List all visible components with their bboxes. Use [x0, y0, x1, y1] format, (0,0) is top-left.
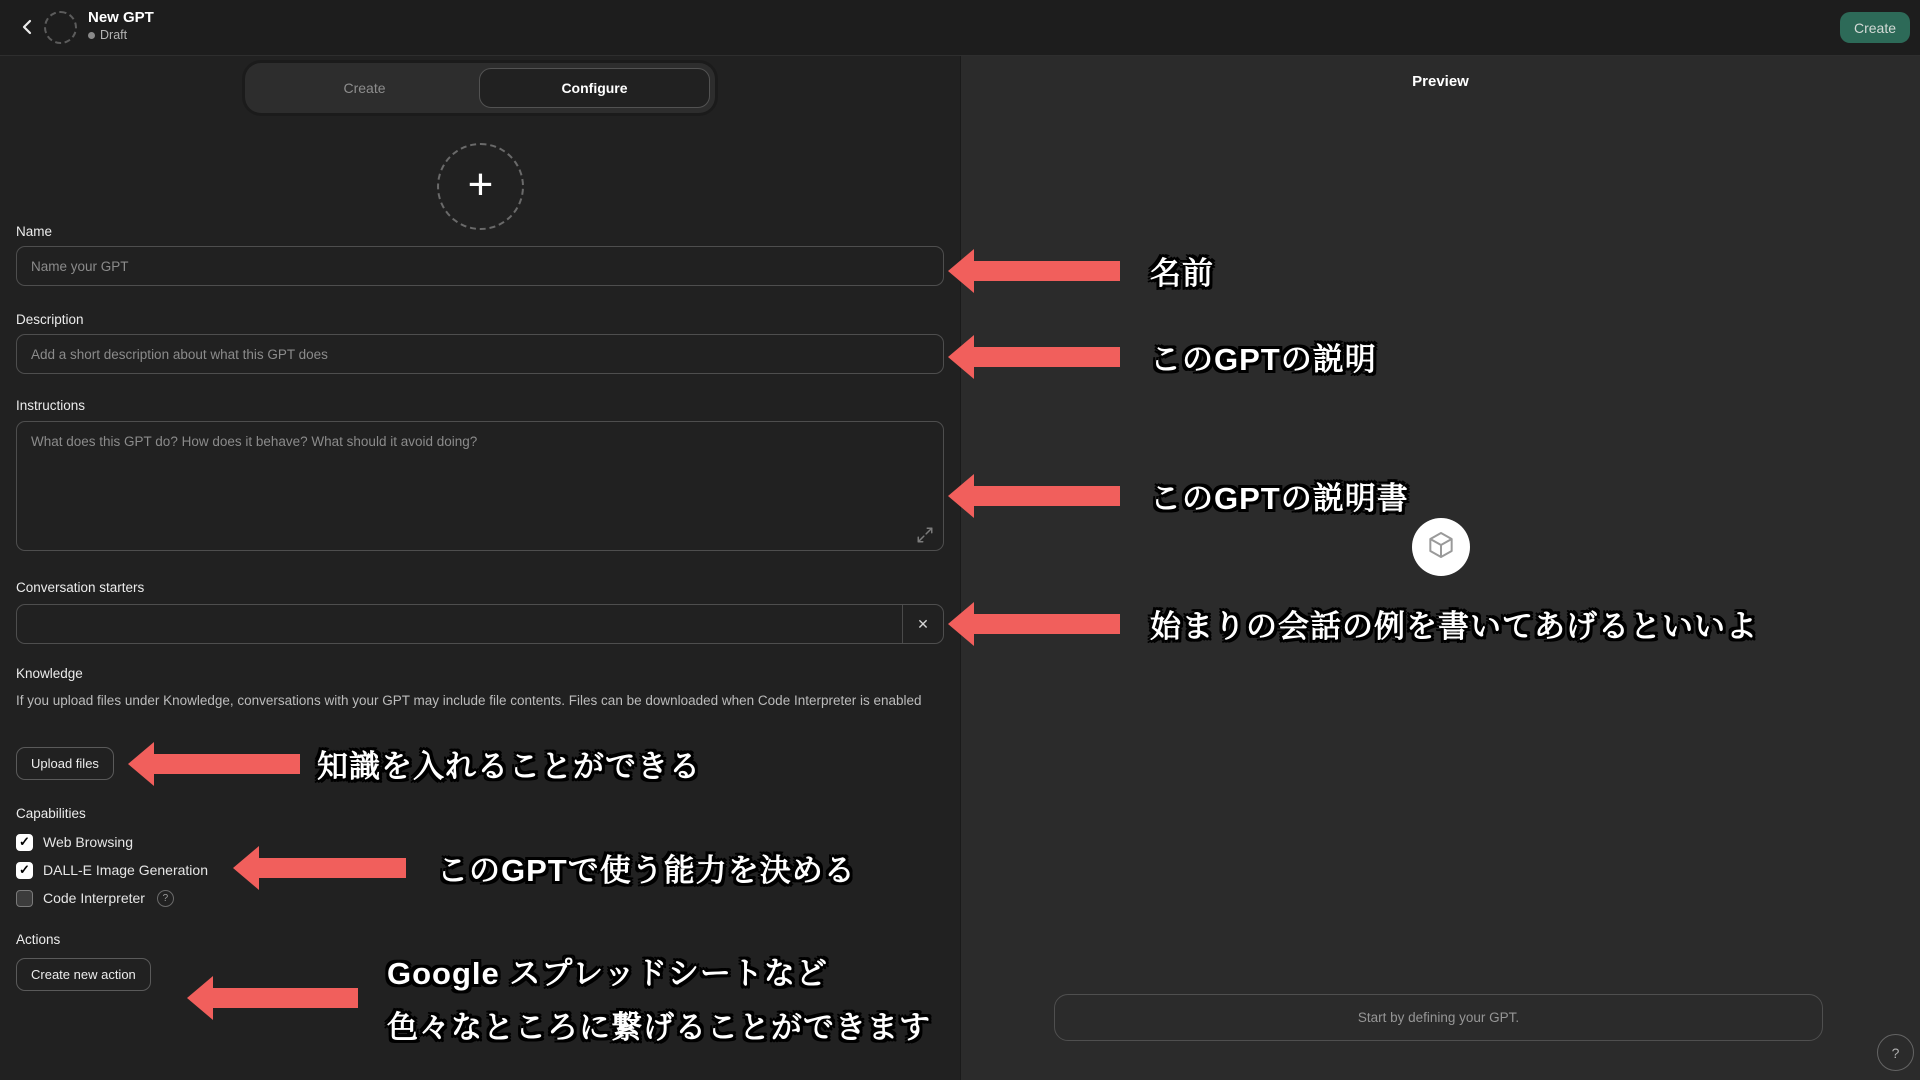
expand-icon[interactable]	[916, 526, 934, 544]
tab-configure[interactable]: Configure	[479, 68, 710, 108]
annotation-text: このGPTの説明	[1150, 342, 1377, 377]
annotation-text: Google スプレッドシートなど	[387, 956, 828, 991]
tab-create[interactable]: Create	[343, 80, 386, 96]
topbar	[0, 0, 1920, 56]
gpt-title-block	[88, 8, 154, 42]
conversation-starter-row	[16, 604, 944, 644]
draft-status	[88, 28, 154, 42]
status-label: Draft	[100, 28, 128, 42]
capabilities-label: Capabilities	[16, 806, 86, 821]
upload-files-button[interactable]: Upload files	[16, 747, 114, 780]
gpt-cube-badge	[1412, 518, 1470, 576]
actions-label: Actions	[16, 932, 61, 947]
close-icon: ✕	[917, 615, 929, 632]
name-label: Name	[16, 224, 53, 239]
conversation-starter-input[interactable]	[17, 605, 902, 643]
status-dot-icon	[88, 32, 95, 39]
preview-panel	[960, 56, 1920, 1080]
help-button[interactable]	[1877, 1034, 1914, 1071]
create-new-action-button[interactable]: Create new action	[16, 958, 151, 991]
help-icon[interactable]: ?	[157, 890, 174, 907]
capability-code-interpreter[interactable]	[16, 886, 174, 910]
capability-web-browsing[interactable]	[16, 830, 133, 854]
annotation-text: 名前	[1150, 256, 1214, 291]
description-label: Description	[16, 312, 84, 327]
capability-label: DALL-E Image Generation	[43, 862, 208, 878]
checkbox-code-interpreter[interactable]	[16, 890, 33, 907]
capability-label: Web Browsing	[43, 834, 134, 850]
annotation-text: 色々なところに繋げることができます	[387, 1010, 931, 1045]
capability-label: Code Interpreter	[43, 890, 145, 906]
instructions-label: Instructions	[16, 398, 86, 413]
gpt-avatar-placeholder[interactable]	[44, 11, 77, 44]
preview-title: Preview	[1412, 73, 1469, 90]
conversation-starters-label: Conversation starters	[16, 580, 145, 595]
checkbox-web-browsing[interactable]: ✓	[16, 834, 33, 851]
back-button[interactable]	[14, 14, 42, 42]
annotation-text: このGPTで使う能力を決める	[437, 853, 856, 888]
gpt-title: New GPT	[88, 9, 154, 26]
chevron-left-icon	[19, 18, 37, 39]
avatar-upload-button[interactable]	[437, 143, 524, 230]
knowledge-description: If you upload files under Knowledge, conversations with your GPT may include file contents. Files can be downloaded when Code Interpreter is enabled	[16, 693, 922, 708]
cube-icon	[1425, 529, 1457, 566]
editor-tabs	[245, 63, 715, 113]
annotation-text: 始まりの会話の例を書いてあげるといいよ	[1150, 609, 1758, 644]
create-gpt-button[interactable]: Create	[1840, 12, 1910, 43]
checkbox-dalle[interactable]: ✓	[16, 862, 33, 879]
annotation-text: 知識を入れることができる	[317, 749, 701, 784]
plus-icon: +	[467, 159, 494, 209]
clear-starter-button[interactable]	[903, 605, 943, 643]
question-icon: ?	[1891, 1044, 1900, 1061]
preview-message-input[interactable]: Start by defining your GPT.	[1054, 994, 1823, 1041]
description-input[interactable]	[16, 334, 944, 374]
knowledge-label: Knowledge	[16, 666, 83, 681]
instructions-textarea[interactable]	[16, 421, 944, 551]
capability-dalle[interactable]	[16, 858, 208, 882]
annotation-text: このGPTの説明書	[1150, 481, 1409, 516]
editor-panel	[0, 56, 960, 1080]
name-input[interactable]	[16, 246, 944, 286]
